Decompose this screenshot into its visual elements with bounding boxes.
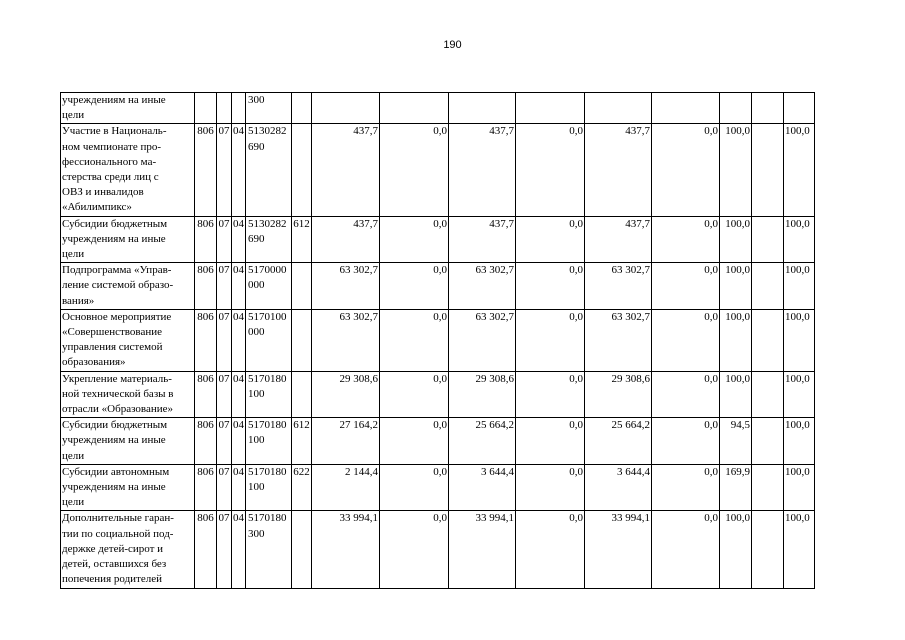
ministry-code-cell: 806	[195, 263, 217, 310]
amount-cell: 0,0	[652, 511, 720, 588]
amount-cell: 0,0	[516, 371, 585, 418]
amount-cell: 63 302,7	[585, 263, 652, 310]
item-name-cell: Подпрограмма «Управ- ление системой образо- вания»	[61, 263, 195, 310]
empty-cell	[752, 371, 784, 418]
amount-cell: 25 664,2	[585, 418, 652, 465]
expense-type-cell	[292, 371, 312, 418]
target-code-cell: 5170000 000	[246, 263, 292, 310]
amount-cell: 0,0	[516, 464, 585, 511]
percent-cell	[720, 93, 752, 124]
amount-cell: 0,0	[380, 216, 449, 263]
table-row	[61, 124, 815, 216]
amount-cell: 437,7	[449, 216, 516, 263]
item-name-cell: Укрепление материаль- ной технической базы в отрасли «Образование»	[61, 371, 195, 418]
subsection-code-cell: 04	[232, 464, 246, 511]
item-name-cell: Субсидии бюджетным учреждениям на иные цели	[61, 216, 195, 263]
expense-type-cell: 612	[292, 418, 312, 465]
section-code-cell: 07	[217, 309, 232, 371]
amount-cell: 29 308,6	[449, 371, 516, 418]
empty-cell	[752, 418, 784, 465]
section-code-cell: 07	[217, 124, 232, 216]
empty-cell	[752, 263, 784, 310]
subsection-code-cell	[232, 93, 246, 124]
expense-type-cell	[292, 93, 312, 124]
section-code-cell: 07	[217, 263, 232, 310]
subsection-code-cell: 04	[232, 371, 246, 418]
section-code-cell: 07	[217, 464, 232, 511]
ministry-code-cell: 806	[195, 309, 217, 371]
subsection-code-cell: 04	[232, 124, 246, 216]
amount-cell: 29 308,6	[312, 371, 380, 418]
empty-cell	[752, 511, 784, 588]
percent-cell: 100,0	[720, 371, 752, 418]
amount-cell: 0,0	[652, 371, 720, 418]
amount-cell: 0,0	[516, 309, 585, 371]
target-code-cell: 5170180 300	[246, 511, 292, 588]
item-name-cell: Дополнительные гаран- тии по социальной под- держке детей-сирот и детей, оставшихся без попечения родителей	[61, 511, 195, 588]
amount-cell: 0,0	[516, 511, 585, 588]
amount-cell: 63 302,7	[449, 263, 516, 310]
amount-cell: 3 644,4	[449, 464, 516, 511]
empty-cell	[752, 464, 784, 511]
table-row	[61, 418, 815, 465]
target-code-cell: 5130282 690	[246, 216, 292, 263]
amount-cell: 0,0	[380, 464, 449, 511]
amount-cell: 27 164,2	[312, 418, 380, 465]
amount-cell: 0,0	[380, 309, 449, 371]
amount-cell: 0,0	[652, 124, 720, 216]
percent-cell: 100,0	[720, 263, 752, 310]
amount-cell: 2 144,4	[312, 464, 380, 511]
target-code-cell: 5170180 100	[246, 464, 292, 511]
table-row	[61, 93, 815, 124]
percent-cell: 100,0	[720, 309, 752, 371]
percent-cell: 169,9	[720, 464, 752, 511]
amount-cell: 437,7	[585, 124, 652, 216]
amount-cell: 63 302,7	[312, 263, 380, 310]
amount-cell: 33 994,1	[312, 511, 380, 588]
section-code-cell: 07	[217, 418, 232, 465]
amount-cell: 0,0	[516, 418, 585, 465]
table-row	[61, 511, 815, 588]
amount-cell: 0,0	[516, 124, 585, 216]
page-number: 190	[443, 39, 462, 51]
percent-cell: 100,0	[784, 216, 815, 263]
item-name-cell: Основное мероприятие «Совершенствование управления системой образования»	[61, 309, 195, 371]
amount-cell: 0,0	[652, 309, 720, 371]
amount-cell: 0,0	[380, 418, 449, 465]
percent-cell: 100,0	[784, 418, 815, 465]
expense-type-cell	[292, 124, 312, 216]
percent-cell: 100,0	[720, 124, 752, 216]
amount-cell	[516, 93, 585, 124]
amount-cell: 63 302,7	[585, 309, 652, 371]
ministry-code-cell: 806	[195, 371, 217, 418]
empty-cell	[752, 216, 784, 263]
percent-cell: 100,0	[784, 371, 815, 418]
budget-table	[60, 92, 815, 589]
empty-cell	[752, 124, 784, 216]
amount-cell: 0,0	[652, 418, 720, 465]
item-name-cell: Участие в Националь- ном чемпионате про- фессионального ма- стерства среди лиц с ОВЗ и инвалидов «Абилимпикс»	[61, 124, 195, 216]
table-row	[61, 309, 815, 371]
percent-cell: 94,5	[720, 418, 752, 465]
target-code-cell: 5170180 100	[246, 418, 292, 465]
ministry-code-cell: 806	[195, 216, 217, 263]
amount-cell: 63 302,7	[312, 309, 380, 371]
percent-cell: 100,0	[720, 511, 752, 588]
section-code-cell: 07	[217, 511, 232, 588]
item-name-cell: Субсидии бюджетным учреждениям на иные цели	[61, 418, 195, 465]
section-code-cell	[217, 93, 232, 124]
percent-cell: 100,0	[784, 263, 815, 310]
subsection-code-cell: 04	[232, 511, 246, 588]
ministry-code-cell: 806	[195, 464, 217, 511]
amount-cell: 0,0	[652, 216, 720, 263]
section-code-cell: 07	[217, 216, 232, 263]
percent-cell: 100,0	[784, 309, 815, 371]
table-row	[61, 464, 815, 511]
amount-cell: 33 994,1	[585, 511, 652, 588]
target-code-cell: 300	[246, 93, 292, 124]
amount-cell: 437,7	[585, 216, 652, 263]
amount-cell: 0,0	[380, 124, 449, 216]
amount-cell: 0,0	[516, 216, 585, 263]
expense-type-cell: 622	[292, 464, 312, 511]
amount-cell: 3 644,4	[585, 464, 652, 511]
amount-cell	[585, 93, 652, 124]
empty-cell	[752, 93, 784, 124]
item-name-cell: учреждениям на иные цели	[61, 93, 195, 124]
table-row	[61, 263, 815, 310]
amount-cell	[312, 93, 380, 124]
amount-cell	[652, 93, 720, 124]
amount-cell: 63 302,7	[449, 309, 516, 371]
subsection-code-cell: 04	[232, 263, 246, 310]
amount-cell	[449, 93, 516, 124]
ministry-code-cell	[195, 93, 217, 124]
amount-cell: 0,0	[380, 511, 449, 588]
amount-cell: 29 308,6	[585, 371, 652, 418]
empty-cell	[752, 309, 784, 371]
item-name-cell: Субсидии автономным учреждениям на иные цели	[61, 464, 195, 511]
table-row	[61, 371, 815, 418]
ministry-code-cell: 806	[195, 511, 217, 588]
amount-cell: 0,0	[516, 263, 585, 310]
percent-cell: 100,0	[720, 216, 752, 263]
expense-type-cell	[292, 309, 312, 371]
expense-type-cell	[292, 263, 312, 310]
target-code-cell: 5170100 000	[246, 309, 292, 371]
section-code-cell: 07	[217, 371, 232, 418]
amount-cell: 437,7	[312, 216, 380, 263]
percent-cell	[784, 93, 815, 124]
amount-cell: 25 664,2	[449, 418, 516, 465]
subsection-code-cell: 04	[232, 216, 246, 263]
amount-cell: 0,0	[380, 371, 449, 418]
amount-cell: 0,0	[380, 263, 449, 310]
percent-cell: 100,0	[784, 464, 815, 511]
amount-cell: 0,0	[652, 263, 720, 310]
amount-cell: 437,7	[312, 124, 380, 216]
target-code-cell: 5130282 690	[246, 124, 292, 216]
amount-cell: 33 994,1	[449, 511, 516, 588]
expense-type-cell	[292, 511, 312, 588]
amount-cell: 0,0	[652, 464, 720, 511]
expense-type-cell: 612	[292, 216, 312, 263]
subsection-code-cell: 04	[232, 309, 246, 371]
target-code-cell: 5170180 100	[246, 371, 292, 418]
amount-cell: 437,7	[449, 124, 516, 216]
table-row	[61, 216, 815, 263]
ministry-code-cell: 806	[195, 418, 217, 465]
amount-cell	[380, 93, 449, 124]
subsection-code-cell: 04	[232, 418, 246, 465]
percent-cell: 100,0	[784, 511, 815, 588]
ministry-code-cell: 806	[195, 124, 217, 216]
percent-cell: 100,0	[784, 124, 815, 216]
